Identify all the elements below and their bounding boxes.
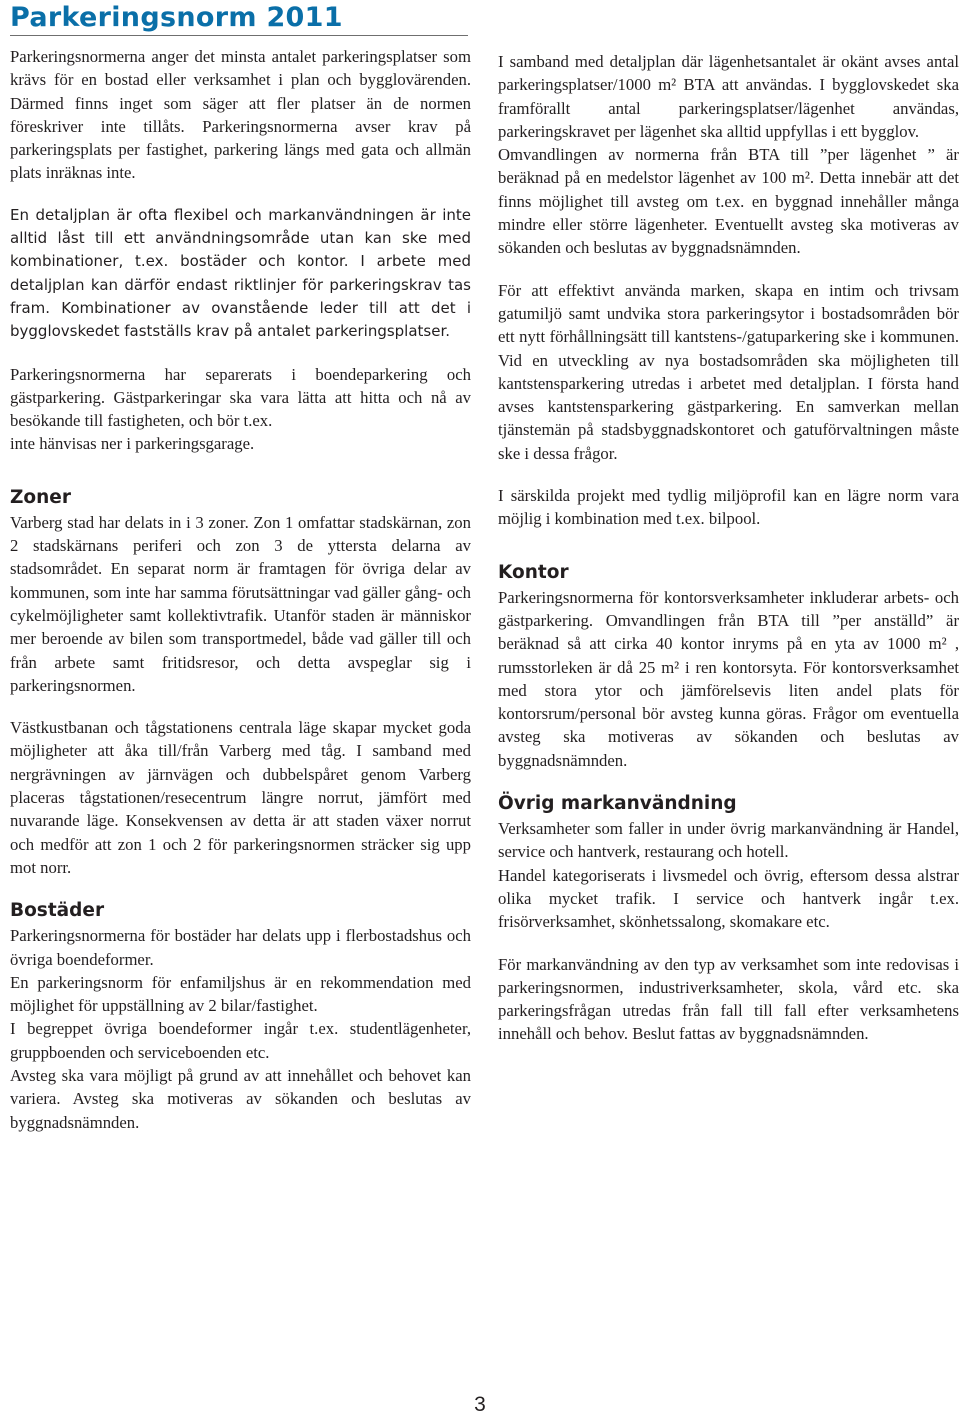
section-heading-ovrig: Övrig markanvändning: [498, 793, 737, 815]
paragraph: En parkeringsnorm för enfamiljshus är en rekommendation med möjlighet för uppställning av 2 bilar/fastighet.: [10, 972, 471, 1016]
paragraph: inte hänvisas ner i parkeringsgarage.: [10, 434, 255, 454]
paragraph: Parkeringsnormerna för kontorsverksamheter inkluderar arbets- och gästparkering. Omvandlingen från BTA till ”per anställd” är beräknad så att cirka 40 kontor inryms på en yta av 1000 m² , rumsstorleken är då 25 m² i ren kontorsyta. För kontorsverksamhet med stora ytor och jämförelsevis liten andel plats för kontorsrum/personal bör avsteg kunna göras. Frågor om eventuella avsteg ska motiveras av sökanden och beslutas av byggnadsnämnden.: [498, 587, 959, 770]
section-heading-bostader: Bostäder: [10, 900, 105, 922]
paragraph: För att effektivt använda marken, skapa en intim och trivsam gatumiljö samt undvika stora parkeringsytor i bostadsområden bör ett nytt förhållningsätt till kantstens-/gatuparkering ske i kommunen. Vid en utveckling av nya bostadsområden ska möjligheten till kantstensparkering utredas i arbetet med detaljplan. I första hand avses kantstensparkering gästparkering. En samverkan mellan tjänstemän på stadsbyggnadskontoret och gatuförvaltningen måste ske i dessa frågor.: [498, 280, 959, 463]
page-title: Parkeringsnorm 2011: [10, 2, 343, 33]
paragraph: Parkeringsnormerna anger det minsta antalet parkeringsplatser som krävs för en bostad eller verksamhet i plan och bygglovärenden. Därmed finns inget som säger att fler platser än de normen föreskriver inte tillåts. Parkeringsnormerna avser krav på parkeringsplats per fastighet, parkering längs med gata och allmän plats inräknas inte.: [10, 47, 471, 183]
paragraph: Avsteg ska vara möjligt på grund av att innehållet och behovet kan variera. Avsteg ska motiveras av sökanden och beslutas av byggnadsnämnden.: [10, 1065, 471, 1132]
paragraph: I samband med detaljplan där lägenhetsantalet är okänt avses antal parkeringsplatser/1000 m² BTA att användas. I bygglovskedet ska framförallt antal parkeringsplatser/lägenhet användas, parkeringskravet per lägenhet ska alltid uppfyllas i ett bygglov.: [498, 52, 959, 141]
paragraph: Parkeringsnormerna har separerats i boendeparkering och gästparkering. Gästparkeringar ska vara lätta att hitta och nå av besökande till fastigheten, och bör t.ex.: [10, 364, 471, 431]
paragraph: Handel kategoriserats i livsmedel och övrig, eftersom dessa alstrar olika mycket trafik. I service och hantverk ingår t.ex. frisörverksamhet, skönhetssalong, skomakare etc.: [498, 865, 959, 932]
title-underline: [10, 35, 468, 36]
paragraph: Varberg stad har delats in i 3 zoner. Zon 1 omfattar stadskärnan, zon 2 stadskärnans periferi och zon 3 de yttersta delarna av stadsområdet. En separat norm är framtagen för övriga delar av kommunen, som inte har samma förutsättningar vad gäller gång- och cykelmöjligheter samt kollektivtrafik. Utanför staden är människor mer beroende av bilen som transportmedel, både vad gäller till och från arbete samt fritidsresor, och detta avspeglar sig i parkeringsnormen.: [10, 512, 471, 695]
paragraph: Parkeringsnormerna för bostäder har delats upp i flerbostadshus och övriga boendeformer.: [10, 926, 471, 969]
paragraph: Västkustbanan och tågstationens centrala läge skapar mycket goda möjligheter att åka till/från Varberg med tåg. I samband med nergrävningen av järnvägen och dubbelspåret genom Varberg placeras tågstationen/resecentrum längre norrut, jämfört med nuvarande läge. Konsekvensen av detta är att staden växer norrut och medför att zon 1 och 2 för parkeringsnormen sträcker sig upp mot norr.: [10, 718, 471, 877]
right-column: [498, 50, 959, 1046]
section-heading-zoner: Zoner: [10, 486, 71, 508]
paragraph: Verksamheter som faller in under övrig markanvändning är Handel, service och hantverk, restaurang och hotell.: [498, 819, 959, 862]
page-number: 3: [474, 1393, 486, 1416]
paragraph: I särskilda projekt med tydlig miljöprofil kan en lägre norm vara möjlig i kombination med t.ex. bilpool.: [498, 486, 959, 529]
paragraph: Omvandlingen av normerna från BTA till ”per lägenhet ” är beräknad på en medelstor lägenhet av 100 m². Detta innebär att det finns möjlighet till avsteg om t.ex. en byggnad innehåller många mindre eller större lägenheter. Eventuellt avsteg ska motiveras av sökanden och beslutas av byggnadsnämnden.: [498, 145, 959, 258]
paragraph: För markanvändning av den typ av verksamhet som inte redovisas i parkeringsnormen, industriverksamheter, skola, vård etc. ska parkeringsfrågan utredas från fall till fall efter verksamhetens innehåll och behov. Beslut fattas av byggnadsnämnden.: [498, 954, 959, 1044]
section-heading-kontor: Kontor: [498, 561, 569, 583]
paragraph: En detaljplan är ofta flexibel och markanvändningen är inte alltid låst till ett användningsområde utan kan ske med kombinationer, t.ex. bostäder och kontor. I arbete med detaljplan kan därför endast riktlinjer för parkeringskrav tas fram. Kombinationer av ovanstående leder till att det i bygglovskedet fastställs krav på antalet parkeringsplatser.: [10, 205, 471, 341]
paragraph: I begreppet övriga boendeformer ingår t.ex. studentlägenheter, gruppboenden och serviceboenden etc.: [10, 1019, 471, 1062]
left-column: [10, 45, 471, 1134]
